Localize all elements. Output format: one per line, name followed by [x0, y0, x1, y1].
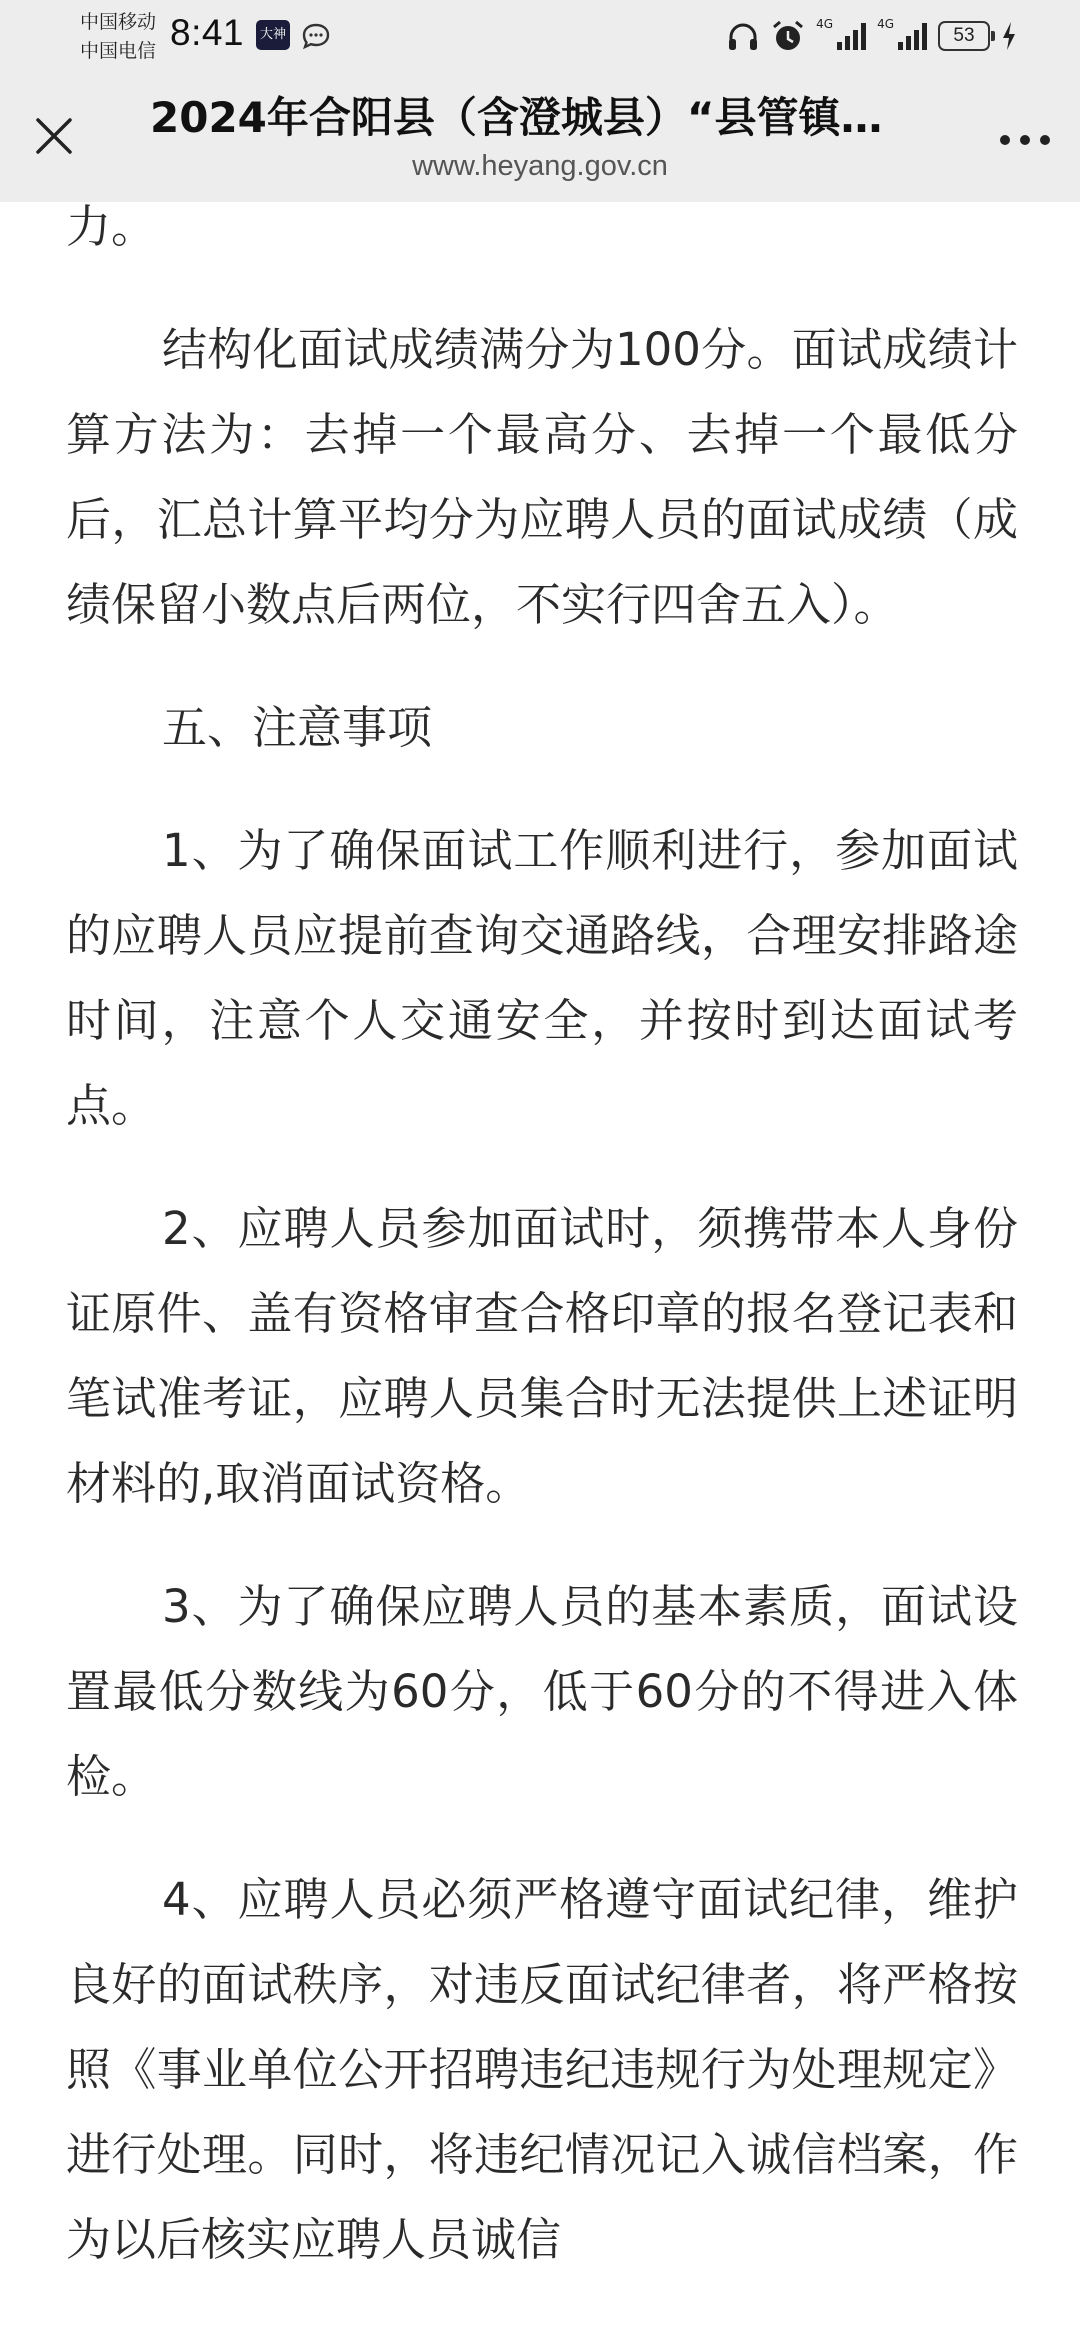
more-dots-icon [998, 133, 1052, 147]
article-paragraph: 4、应聘人员必须严格遵守面试纪律，维护良好的面试秩序，对违反面试纪律者，将严格按照《事业单位公开招聘违纪违规行为处理规定》进行处理。同时，将违纪情况记入诚信档案，作为以后核实应聘人员诚信 [66, 1873, 1018, 2266]
more-options-button[interactable] [990, 110, 1060, 170]
signal-icon-1 [835, 20, 867, 52]
page-title: 2024年合阳县（含澄城县）“县管镇… [150, 93, 883, 142]
carrier-1: 中国移动 [80, 11, 157, 33]
browser-navbar [0, 70, 1080, 202]
article-paragraph: 3、为了确保应聘人员的基本素质，面试设置最低分数线为60分，低于60分的不得进入体检。 [66, 1580, 1018, 1803]
status-bar [0, 0, 1080, 70]
top-bar [0, 0, 1080, 202]
article-content [66, 202, 1018, 2320]
section-heading: 五、注意事项 [162, 701, 433, 754]
network-type-2: 4G [877, 17, 894, 31]
status-icons [726, 16, 1018, 56]
article-paragraph: 2、应聘人员参加面试时，须携带本人身份证原件、盖有资格审查合格印章的报名登记表和笔试准考证，应聘人员集合时无法提供上述证明材料的,取消面试资格。 [66, 1202, 1018, 1510]
carrier-2: 中国电信 [80, 40, 157, 62]
close-icon [34, 116, 74, 156]
alarm-icon [770, 19, 806, 53]
page-url: www.heyang.gov.cn [412, 150, 668, 182]
network-type-1: 4G [816, 17, 834, 31]
close-button[interactable] [22, 104, 86, 168]
article-paragraph: 结构化面试成绩满分为100分。面试成绩计算方法为：去掉一个最高分、去掉一个最低分后，汇总计算平均分为应聘人员的面试成绩（成绩保留小数点后两位，不实行四舍五入）。 [66, 323, 1018, 631]
headphones-icon [726, 20, 760, 52]
status-time: 8:41 [170, 12, 245, 53]
article-paragraph: 1、为了确保面试工作顺利进行，参加面试的应聘人员应提前查询交通路线，合理安排路途时间，注意个人交通安全，并按时到达面试考点。 [66, 824, 1018, 1132]
carrier-info [80, 8, 156, 66]
signal-icon-2 [896, 20, 928, 52]
article-paragraph: 力。 [66, 200, 157, 253]
app-badge-icon: 大神 [256, 20, 290, 50]
charging-icon [1000, 20, 1018, 52]
battery-icon: 53 [938, 21, 990, 51]
chat-bubble-icon [298, 18, 334, 54]
